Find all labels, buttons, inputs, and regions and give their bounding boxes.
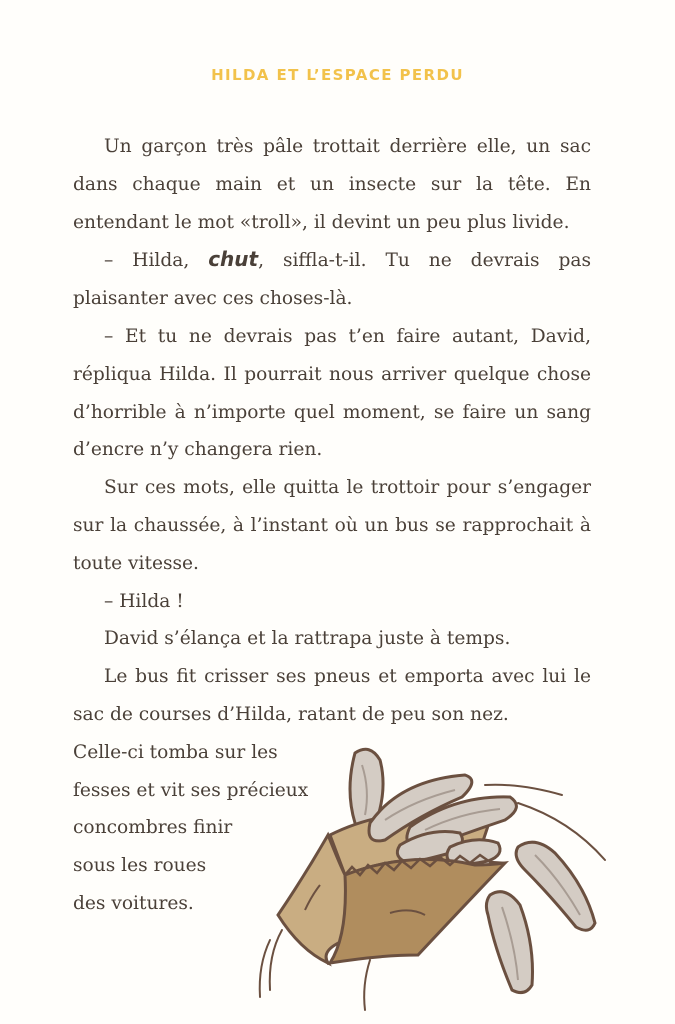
running-title: HILDA ET L’ESPACE PERDU [211, 66, 464, 84]
text-line: des voitures. [73, 892, 194, 914]
cucumber-icon [486, 892, 532, 993]
dialogue-text: , siffla-t-il. Tu ne devrais pas plaisanter avec ces choses-là. [73, 250, 592, 310]
text-line: sous les roues [73, 855, 207, 877]
text-line: Celle-ci tomba sur les [73, 741, 278, 763]
paper-bag-with-cucumbers-icon [250, 735, 650, 1024]
paragraph [73, 241, 591, 318]
paragraph: Sur ces mots, elle quitta le trottoir pour s’engager sur la chaussée, à l’instant où un bus se rapprochait à toute vitesse. [73, 477, 591, 574]
paragraph: David s’élança et la rattrapa juste à temps. [104, 628, 511, 650]
paragraph: – Et tu ne devrais pas t’en faire autant, David, répliqua Hilda. Il pourrait nous arriver quelque chose d’horrible à n’importe quel moment, se faire un sang d’encre n’y changera rien. [73, 325, 591, 461]
emphasized-word: chut [208, 247, 259, 272]
paragraph: Un garçon très pâle trottait derrière elle, un sac dans chaque main et un insecte sur la tête. En entendant le mot «troll», il devint un peu plus livide. [73, 136, 591, 233]
paragraph: Le bus fit crisser ses pneus et emporta avec lui le sac de courses d’Hilda, ratant de peu son nez. [73, 666, 591, 725]
dialogue-text: – Hilda, [104, 250, 209, 272]
text-line: concombres finir [73, 817, 233, 839]
paragraph: – Hilda ! [104, 590, 184, 612]
cucumber-icon [516, 842, 595, 930]
text-line: fesses et vit ses précieux [73, 779, 309, 801]
